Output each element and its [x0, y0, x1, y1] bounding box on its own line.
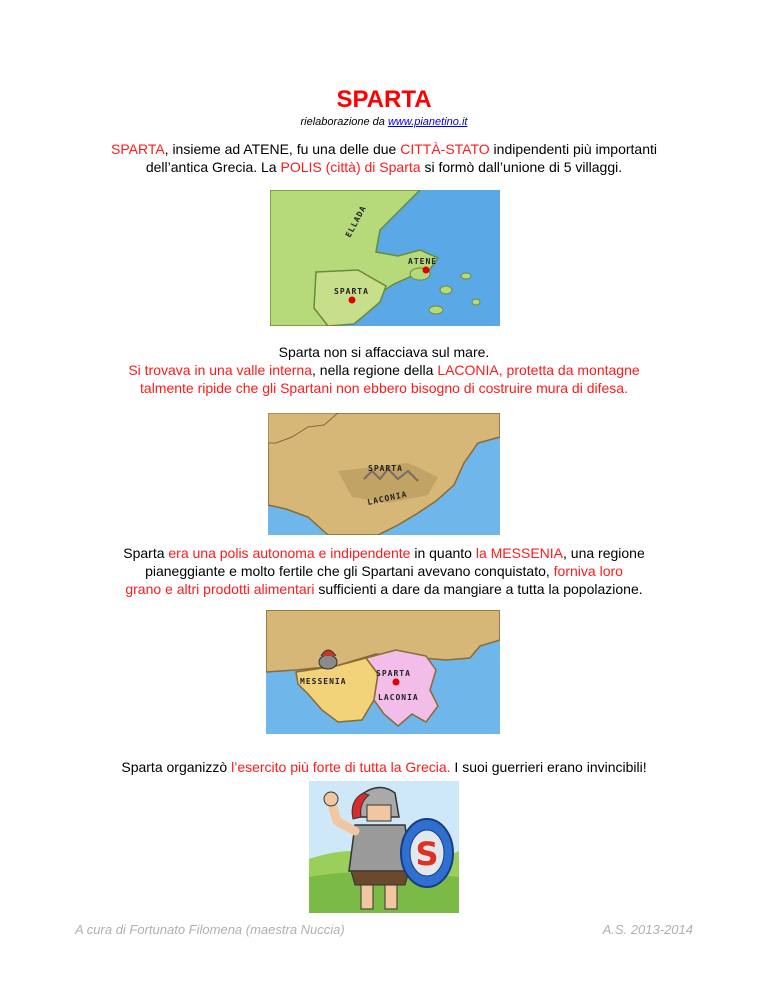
ellada-label: ELLADA	[343, 203, 369, 239]
shield-icon	[401, 819, 453, 887]
location-text-1: Sparta non si affacciava sul mare.	[278, 344, 490, 360]
sparta-label: SPARTA	[334, 287, 369, 296]
polis-highlight: POLIS (città) di Sparta	[280, 159, 421, 175]
valle-highlight: Si trovava in una valle interna	[128, 362, 312, 378]
grano-highlight: grano e altri prodotti alimentari	[125, 581, 315, 597]
footer-year: A.S. 2013-2014	[602, 922, 693, 937]
shield-letter: S	[415, 835, 439, 873]
paragraph-messenia	[0, 544, 768, 598]
esercito-highlight: l’esercito più forte di tutta la Grecia.	[231, 759, 451, 775]
atene-dot	[423, 267, 430, 274]
greece-map	[270, 190, 500, 326]
mountains-highlight: talmente ripide che gli Spartani non ebbero bisogno di costruire mura di difesa.	[140, 380, 628, 396]
army-text-1: Sparta organizzò	[121, 759, 232, 775]
spartan-warrior-illustration	[309, 781, 459, 913]
sparta-label-2: SPARTA	[368, 464, 403, 473]
laconia-highlight: LACONIA, protetta da montagne	[437, 362, 640, 378]
sparta-highlight: SPARTA	[110, 141, 165, 157]
laconia-label-3: LACONIA	[378, 693, 419, 702]
laconia-label: LACONIA	[366, 489, 409, 507]
messenia-text-3: , una regione	[563, 545, 645, 561]
footer-author: A cura di Fortunato Filomena (maestra Nuccia)	[75, 922, 345, 937]
messenia-highlight: la MESSENIA	[475, 545, 563, 561]
intro-text-2: indipendenti più importanti	[489, 141, 658, 157]
citta-stato-highlight: CITTÀ-STATO	[400, 141, 490, 157]
location-text-2: , nella regione della	[312, 362, 438, 378]
autonoma-highlight: era una polis autonoma e indipendente	[168, 545, 411, 561]
army-text-2: I suoi guerrieri erano invincibili!	[450, 759, 647, 775]
paragraph-army	[0, 758, 768, 776]
messenia-text-1: Sparta	[123, 545, 169, 561]
messenia-label: MESSENIA	[300, 677, 347, 686]
sparta-label-3: SPARTA	[376, 669, 411, 678]
paragraph-intro	[0, 140, 768, 176]
credit-prefix: rielaborazione da	[300, 116, 388, 128]
forniva-highlight: forniva loro	[553, 563, 623, 579]
messenia-map	[266, 610, 500, 734]
pianetino-link[interactable]: www.pianetino.it	[387, 116, 468, 128]
sparta-dot	[349, 297, 356, 304]
paragraph-location	[0, 343, 768, 397]
intro-text-4: si formò dall’unione di 5 villaggi.	[420, 159, 623, 175]
sparta-dot-3	[393, 679, 400, 686]
intro-text-1: , insieme ad ATENE, fu una delle due	[164, 141, 401, 157]
messenia-text-4: pianeggiante e molto fertile che gli Spartani avevano conquistato,	[145, 563, 554, 579]
atene-label: ATENE	[408, 257, 438, 266]
page-title: SPARTA	[336, 86, 432, 113]
messenia-text-5: sufficienti a dare da mangiare a tutta la popolazione.	[314, 581, 643, 597]
credit-line	[0, 116, 768, 128]
intro-text-3: dell’antica Grecia. La	[145, 159, 281, 175]
laconia-map	[268, 413, 500, 535]
messenia-text-2: in quanto	[410, 545, 476, 561]
